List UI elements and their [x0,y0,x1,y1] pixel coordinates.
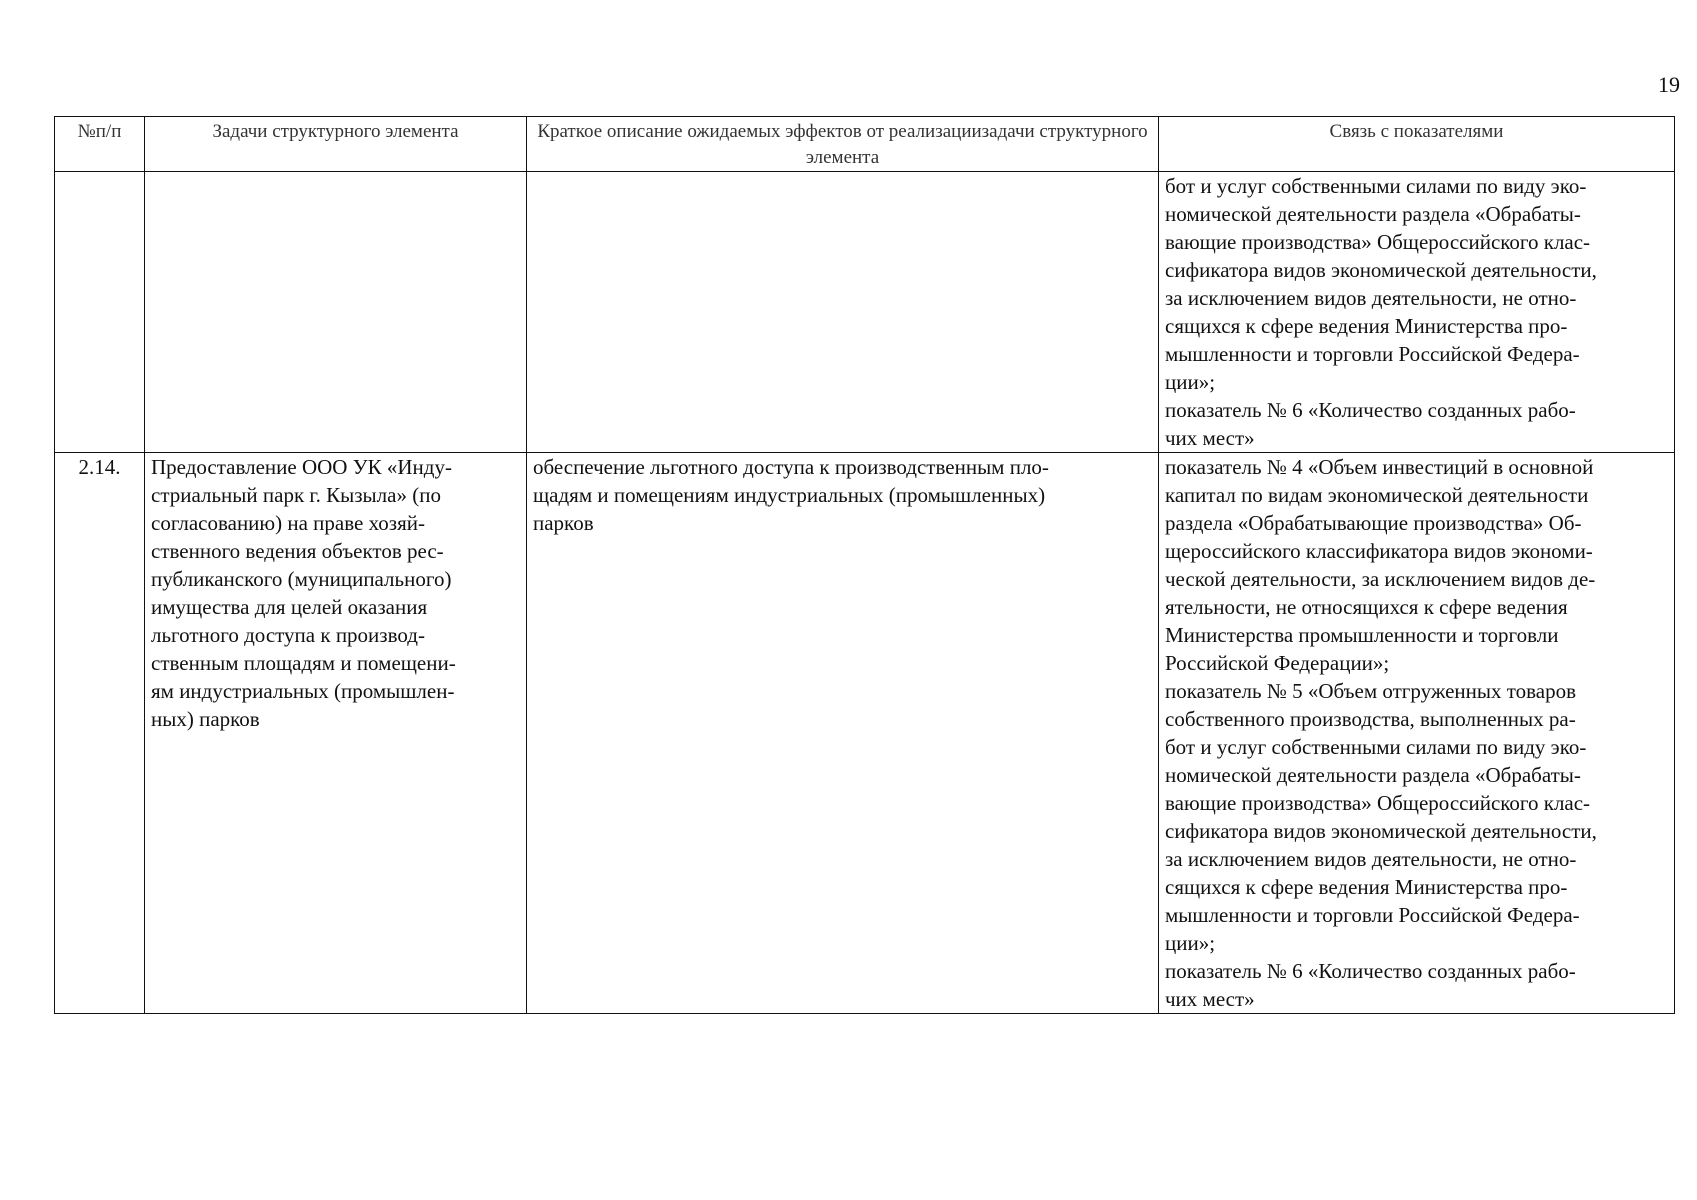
text-line: Краткое описание ожидаемых эффектов от реализации [537,121,982,142]
text-line: показатель № 5 «Объем отгруженных товаров [1165,679,1577,703]
text-line: стриальный парк г. Кызыла» (по [151,483,441,507]
text-line: ственным площадям и помещени- [151,651,456,675]
text-line: п/п [95,121,122,142]
text-line: бот и услуг собственными силами по виду эко- [1165,735,1587,759]
document-table [54,116,1675,1014]
text-line: вающие производства» Общероссийского клас- [1165,230,1591,254]
text-line: мышленности и торговли Российской Федера- [1165,342,1580,366]
text-line: раздела «Обрабатывающие производства» Об- [1165,511,1582,535]
description-cell [527,172,1159,453]
text-line: согласованию) на праве хозяй- [151,511,425,535]
table-row [55,172,1675,453]
text-line: задачи структурного элемента [805,121,1148,168]
text-line: ции»; [1165,370,1216,394]
row-number-cell [55,453,145,1014]
text-line: льготного доступа к производ- [151,623,425,647]
description-cell [527,453,1159,1014]
text-line: публиканского (муниципального) [151,567,452,591]
table-header-row [55,117,1675,172]
text-line: сящихся к сфере ведения Министерства про- [1165,314,1568,338]
text-line: № [77,121,96,142]
text-line: собственного производства, выполненных ра- [1165,707,1576,731]
row-number-cell [55,172,145,453]
task-cell [145,172,527,453]
text-line: щадям и помещениям индустриальных (промышленных) [533,483,1046,507]
header-indicators [1159,117,1675,172]
text-line: вающие производства» Общероссийского клас- [1165,791,1591,815]
text-line: щероссийского классификатора видов экономи- [1165,539,1593,563]
text-line: Предоставление ООО УК «Инду- [151,455,452,479]
text-line: ции»; [1165,931,1216,955]
text-line: ям индустриальных (промышлен- [151,679,455,703]
text-line: чих мест» [1165,987,1255,1011]
text-line: показатель № 6 «Количество созданных рабо- [1165,398,1576,422]
text-line: парков [533,511,594,535]
text-line: сящихся к сфере ведения Министерства про- [1165,875,1568,899]
text-line: капитал по видам экономической деятельности [1165,483,1589,507]
indicators-cell [1159,453,1675,1014]
task-cell [145,453,527,1014]
text-line: ных) парков [151,707,260,731]
text-line: ственного ведения объектов рес- [151,539,444,563]
text-line: за исключением видов деятельности, не отно- [1165,847,1577,871]
table-row [55,453,1675,1014]
text-line: сификатора видов экономической деятельности, [1165,819,1597,843]
text-line: номической деятельности раздела «Обрабаты- [1165,202,1581,226]
text-line: ческой деятельности, за исключением видов де- [1165,567,1596,591]
text-line: бот и услуг собственными силами по виду эко- [1165,174,1587,198]
text-line: Задачи структурного элемента [212,121,459,142]
text-line: имущества для целей оказания [151,595,428,619]
text-line: мышленности и торговли Российской Федера- [1165,903,1580,927]
text-line: сификатора видов экономической деятельности, [1165,258,1597,282]
text-line: Министерства промышленности и торговли [1165,623,1559,647]
text-line: за исключением видов деятельности, не отно- [1165,286,1577,310]
indicators-cell [1159,172,1675,453]
text-line: ятельности, не относящихся к сфере ведения [1165,595,1568,619]
text-line: чих мест» [1165,426,1255,450]
text-line: Российской Федерации»; [1165,651,1390,675]
header-description [527,117,1159,172]
text-line: показатель № 6 «Количество созданных рабо- [1165,959,1576,983]
text-line: обеспечение льготного доступа к производственным пло- [533,455,1049,479]
header-number [55,117,145,172]
page-number: 19 [1658,72,1680,97]
text-line: 2.14. [78,455,121,479]
header-tasks [145,117,527,172]
text-line: номической деятельности раздела «Обрабаты- [1165,763,1581,787]
text-line: Связь с показателями [1329,121,1504,142]
text-line: показатель № 4 «Объем инвестиций в основной [1165,455,1594,479]
